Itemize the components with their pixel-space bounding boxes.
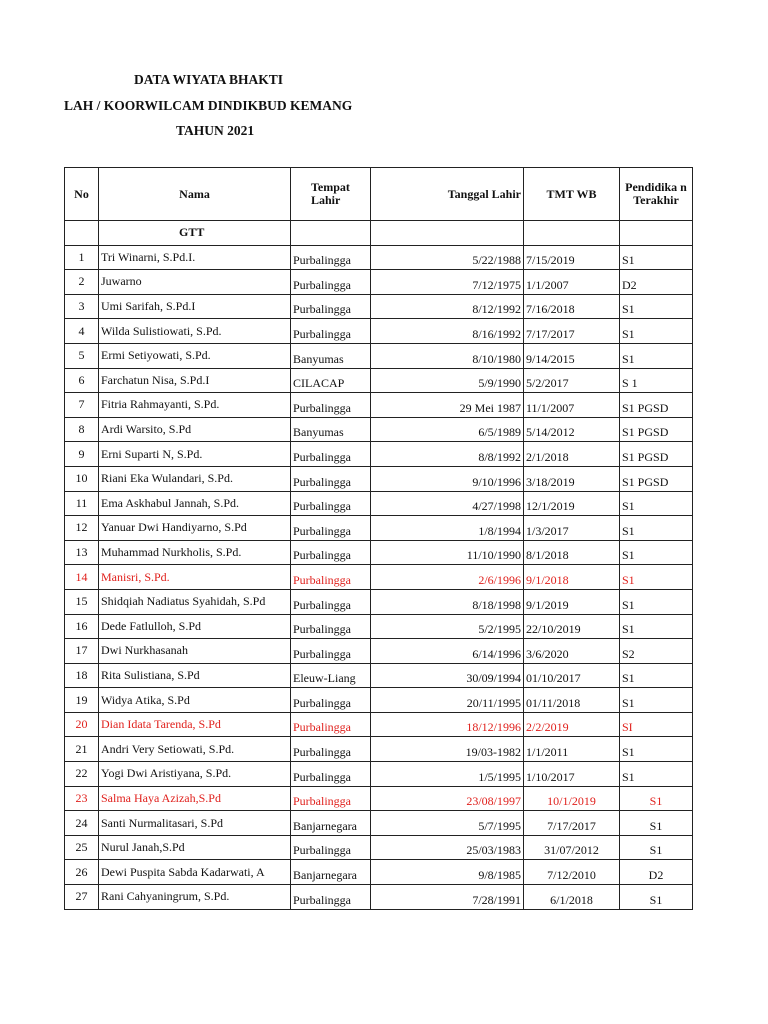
row-tempat-lahir: Purbalingga (291, 589, 371, 614)
table-row (65, 688, 693, 713)
row-tmt-wb: 11/1/2007 (524, 393, 620, 418)
row-no: 13 (65, 540, 99, 565)
row-tmt-wb: 6/1/2018 (524, 885, 620, 910)
table-row (65, 516, 693, 541)
row-tmt-wb: 5/2/2017 (524, 368, 620, 393)
row-tmt-wb: 1/3/2017 (524, 516, 620, 541)
row-tempat-lahir: Purbalingga (291, 516, 371, 541)
row-tmt-wb: 3/18/2019 (524, 466, 620, 491)
row-tanggal-lahir: 8/12/1992 (371, 294, 524, 319)
document-year: TAHUN 2021 (176, 123, 255, 138)
row-tanggal-lahir: 5/2/1995 (371, 614, 524, 639)
header-tmt-wb: TMT WB (524, 168, 620, 221)
row-tempat-lahir: Purbalingga (291, 786, 371, 811)
row-pendidikan: S1 (620, 565, 693, 590)
row-tmt-wb: 2/2/2019 (524, 712, 620, 737)
row-nama: Salma Haya Azizah,S.Pd (99, 786, 291, 811)
row-nama: Dede Fatlulloh, S.Pd (99, 614, 291, 639)
row-tanggal-lahir: 4/27/1998 (371, 491, 524, 516)
table-row (65, 589, 693, 614)
table-row (65, 540, 693, 565)
row-nama: Farchatun Nisa, S.Pd.I (99, 368, 291, 393)
row-nama: Dewi Puspita Sabda Kadarwati, A (99, 860, 291, 885)
table-row (65, 319, 693, 344)
row-no: 16 (65, 614, 99, 639)
row-pendidikan: D2 (620, 270, 693, 295)
row-no: 24 (65, 811, 99, 836)
row-tanggal-lahir: 19/03-1982 (371, 737, 524, 762)
row-no: 11 (65, 491, 99, 516)
table-row (65, 245, 693, 270)
row-tempat-lahir: Purbalingga (291, 762, 371, 787)
row-nama: Dian Idata Tarenda, S.Pd (99, 712, 291, 737)
row-tmt-wb: 01/10/2017 (524, 663, 620, 688)
row-no: 9 (65, 442, 99, 467)
row-tanggal-lahir: 8/18/1998 (371, 589, 524, 614)
row-tanggal-lahir: 2/6/1996 (371, 565, 524, 590)
row-no: 21 (65, 737, 99, 762)
row-pendidikan: S1 PGSD (620, 466, 693, 491)
row-tempat-lahir: Banyumas (291, 343, 371, 368)
row-tmt-wb: 7/16/2018 (524, 294, 620, 319)
table-row (65, 565, 693, 590)
row-nama: Andri Very Setiowati, S.Pd. (99, 737, 291, 762)
row-no: 6 (65, 368, 99, 393)
header-no: No (65, 168, 99, 221)
row-pendidikan: S1 PGSD (620, 393, 693, 418)
row-no: 14 (65, 565, 99, 590)
row-pendidikan: S1 PGSD (620, 417, 693, 442)
row-nama: Rita Sulistiana, S.Pd (99, 663, 291, 688)
row-tanggal-lahir: 6/5/1989 (371, 417, 524, 442)
row-no: 12 (65, 516, 99, 541)
row-tanggal-lahir: 18/12/1996 (371, 712, 524, 737)
row-tanggal-lahir: 5/7/1995 (371, 811, 524, 836)
row-pendidikan: S1 (620, 835, 693, 860)
row-pendidikan: S1 (620, 294, 693, 319)
row-tempat-lahir: Banjarnegara (291, 811, 371, 836)
row-tempat-lahir: Purbalingga (291, 885, 371, 910)
row-nama: Wilda Sulistiowati, S.Pd. (99, 319, 291, 344)
row-nama: Umi Sarifah, S.Pd.I (99, 294, 291, 319)
row-tempat-lahir: Purbalingga (291, 712, 371, 737)
row-tmt-wb: 31/07/2012 (524, 835, 620, 860)
table-row (65, 786, 693, 811)
row-tmt-wb: 7/15/2019 (524, 245, 620, 270)
row-tanggal-lahir: 23/08/1997 (371, 786, 524, 811)
row-tmt-wb: 8/1/2018 (524, 540, 620, 565)
row-tempat-lahir: Purbalingga (291, 393, 371, 418)
row-tmt-wb: 7/17/2017 (524, 319, 620, 344)
row-tempat-lahir: CILACAP (291, 368, 371, 393)
row-tempat-lahir: Purbalingga (291, 835, 371, 860)
table-row (65, 442, 693, 467)
row-tanggal-lahir: 9/8/1985 (371, 860, 524, 885)
row-tempat-lahir: Purbalingga (291, 270, 371, 295)
row-no: 18 (65, 663, 99, 688)
row-tempat-lahir: Purbalingga (291, 614, 371, 639)
table-row (65, 860, 693, 885)
row-tmt-wb: 1/1/2011 (524, 737, 620, 762)
row-nama: Nurul Janah,S.Pd (99, 835, 291, 860)
row-tempat-lahir: Purbalingga (291, 540, 371, 565)
table-row (65, 270, 693, 295)
row-tempat-lahir: Purbalingga (291, 294, 371, 319)
row-tempat-lahir: Purbalingga (291, 319, 371, 344)
row-tanggal-lahir: 8/10/1980 (371, 343, 524, 368)
row-pendidikan: S1 (620, 885, 693, 910)
row-nama: Yanuar Dwi Handiyarno, S.Pd (99, 516, 291, 541)
row-tempat-lahir: Banjarnegara (291, 860, 371, 885)
row-tanggal-lahir: 8/8/1992 (371, 442, 524, 467)
row-no: 3 (65, 294, 99, 319)
row-tmt-wb: 12/1/2019 (524, 491, 620, 516)
row-pendidikan: S1 (620, 811, 693, 836)
row-no: 19 (65, 688, 99, 713)
row-pendidikan: S1 (620, 786, 693, 811)
table-row (65, 491, 693, 516)
row-tanggal-lahir: 11/10/1990 (371, 540, 524, 565)
row-tempat-lahir: Purbalingga (291, 245, 371, 270)
row-nama: Muhammad Nurkholis, S.Pd. (99, 540, 291, 565)
row-no: 17 (65, 639, 99, 664)
row-no: 10 (65, 466, 99, 491)
row-no: 25 (65, 835, 99, 860)
row-nama: Rani Cahyaningrum, S.Pd. (99, 885, 291, 910)
row-tmt-wb: 7/12/2010 (524, 860, 620, 885)
row-pendidikan: S1 (620, 491, 693, 516)
row-tanggal-lahir: 5/22/1988 (371, 245, 524, 270)
row-tmt-wb: 9/14/2015 (524, 343, 620, 368)
row-no: 1 (65, 245, 99, 270)
row-nama: Ema Askhabul Jannah, S.Pd. (99, 491, 291, 516)
header-nama: Nama (99, 168, 291, 221)
row-pendidikan: D2 (620, 860, 693, 885)
row-tanggal-lahir: 20/11/1995 (371, 688, 524, 713)
row-pendidikan: SI (620, 712, 693, 737)
row-tanggal-lahir: 7/12/1975 (371, 270, 524, 295)
row-nama: Juwarno (99, 270, 291, 295)
row-nama: Ardi Warsito, S.Pd (99, 417, 291, 442)
table-row (65, 762, 693, 787)
row-tmt-wb: 1/1/2007 (524, 270, 620, 295)
row-pendidikan: S 1 (620, 368, 693, 393)
row-tempat-lahir: Purbalingga (291, 639, 371, 664)
section-label: GTT (99, 221, 291, 246)
row-pendidikan: S1 PGSD (620, 442, 693, 467)
table-header-row (65, 168, 693, 221)
row-no: 23 (65, 786, 99, 811)
row-nama: Fitria Rahmayanti, S.Pd. (99, 393, 291, 418)
table-row (65, 737, 693, 762)
header-tanggal-lahir: Tanggal Lahir (371, 168, 524, 221)
row-tmt-wb: 5/14/2012 (524, 417, 620, 442)
row-pendidikan: S1 (620, 245, 693, 270)
row-tmt-wb: 7/17/2017 (524, 811, 620, 836)
row-tempat-lahir: Purbalingga (291, 442, 371, 467)
row-tempat-lahir: Eleuw-Liang (291, 663, 371, 688)
row-tanggal-lahir: 1/8/1994 (371, 516, 524, 541)
row-nama: Tri Winarni, S.Pd.I. (99, 245, 291, 270)
section-row (65, 221, 693, 246)
row-tmt-wb: 22/10/2019 (524, 614, 620, 639)
row-nama: Erni Suparti N, S.Pd. (99, 442, 291, 467)
data-table (64, 167, 693, 910)
table-row (65, 885, 693, 910)
table-row (65, 614, 693, 639)
row-no: 7 (65, 393, 99, 418)
table-row (65, 835, 693, 860)
table-row (65, 712, 693, 737)
row-no: 22 (65, 762, 99, 787)
row-tanggal-lahir: 30/09/1994 (371, 663, 524, 688)
row-tmt-wb: 3/6/2020 (524, 639, 620, 664)
table-row (65, 639, 693, 664)
row-tempat-lahir: Purbalingga (291, 688, 371, 713)
row-tempat-lahir: Purbalingga (291, 491, 371, 516)
row-pendidikan: S1 (620, 762, 693, 787)
table-row (65, 663, 693, 688)
table-row (65, 466, 693, 491)
row-tmt-wb: 01/11/2018 (524, 688, 620, 713)
row-pendidikan: S1 (620, 737, 693, 762)
row-nama: Riani Eka Wulandari, S.Pd. (99, 466, 291, 491)
row-tanggal-lahir: 9/10/1996 (371, 466, 524, 491)
row-no: 15 (65, 589, 99, 614)
row-tmt-wb: 2/1/2018 (524, 442, 620, 467)
row-pendidikan: S1 (620, 516, 693, 541)
table-row (65, 368, 693, 393)
row-nama: Manisri, S.Pd. (99, 565, 291, 590)
row-nama: Yogi Dwi Aristiyana, S.Pd. (99, 762, 291, 787)
table-row (65, 294, 693, 319)
row-nama: Ermi Setiyowati, S.Pd. (99, 343, 291, 368)
row-nama: Shidqiah Nadiatus Syahidah, S.Pd (99, 589, 291, 614)
row-pendidikan: S1 (620, 540, 693, 565)
row-tanggal-lahir: 8/16/1992 (371, 319, 524, 344)
row-tmt-wb: 9/1/2019 (524, 589, 620, 614)
row-no: 27 (65, 885, 99, 910)
table-row (65, 393, 693, 418)
row-tanggal-lahir: 6/14/1996 (371, 639, 524, 664)
table-row (65, 417, 693, 442)
row-no: 20 (65, 712, 99, 737)
row-pendidikan: S1 (620, 343, 693, 368)
row-pendidikan: S1 (620, 319, 693, 344)
table-row (65, 343, 693, 368)
row-pendidikan: S1 (620, 663, 693, 688)
row-tanggal-lahir: 1/5/1995 (371, 762, 524, 787)
row-tmt-wb: 1/10/2017 (524, 762, 620, 787)
document-subtitle: LAH / KOORWILCAM DINDIKBUD KEMANG (64, 98, 353, 113)
table-row (65, 811, 693, 836)
row-no: 5 (65, 343, 99, 368)
row-tempat-lahir: Purbalingga (291, 565, 371, 590)
row-tempat-lahir: Purbalingga (291, 466, 371, 491)
row-nama: Widya Atika, S.Pd (99, 688, 291, 713)
row-nama: Santi Nurmalitasari, S.Pd (99, 811, 291, 836)
row-no: 26 (65, 860, 99, 885)
row-tmt-wb: 10/1/2019 (524, 786, 620, 811)
row-no: 2 (65, 270, 99, 295)
row-tempat-lahir: Purbalingga (291, 737, 371, 762)
row-tempat-lahir: Banyumas (291, 417, 371, 442)
document-title: DATA WIYATA BHAKTI (134, 72, 284, 87)
header-pendidikan: Pendidika n Terakhir (620, 168, 693, 221)
row-pendidikan: S1 (620, 589, 693, 614)
row-nama: Dwi Nurkhasanah (99, 639, 291, 664)
row-pendidikan: S1 (620, 688, 693, 713)
row-no: 4 (65, 319, 99, 344)
row-tanggal-lahir: 29 Mei 1987 (371, 393, 524, 418)
row-pendidikan: S2 (620, 639, 693, 664)
row-tanggal-lahir: 5/9/1990 (371, 368, 524, 393)
row-pendidikan: S1 (620, 614, 693, 639)
row-tanggal-lahir: 25/03/1983 (371, 835, 524, 860)
row-no: 8 (65, 417, 99, 442)
header-tempat-lahir: Tempat Lahir (291, 168, 371, 221)
row-tanggal-lahir: 7/28/1991 (371, 885, 524, 910)
row-tmt-wb: 9/1/2018 (524, 565, 620, 590)
